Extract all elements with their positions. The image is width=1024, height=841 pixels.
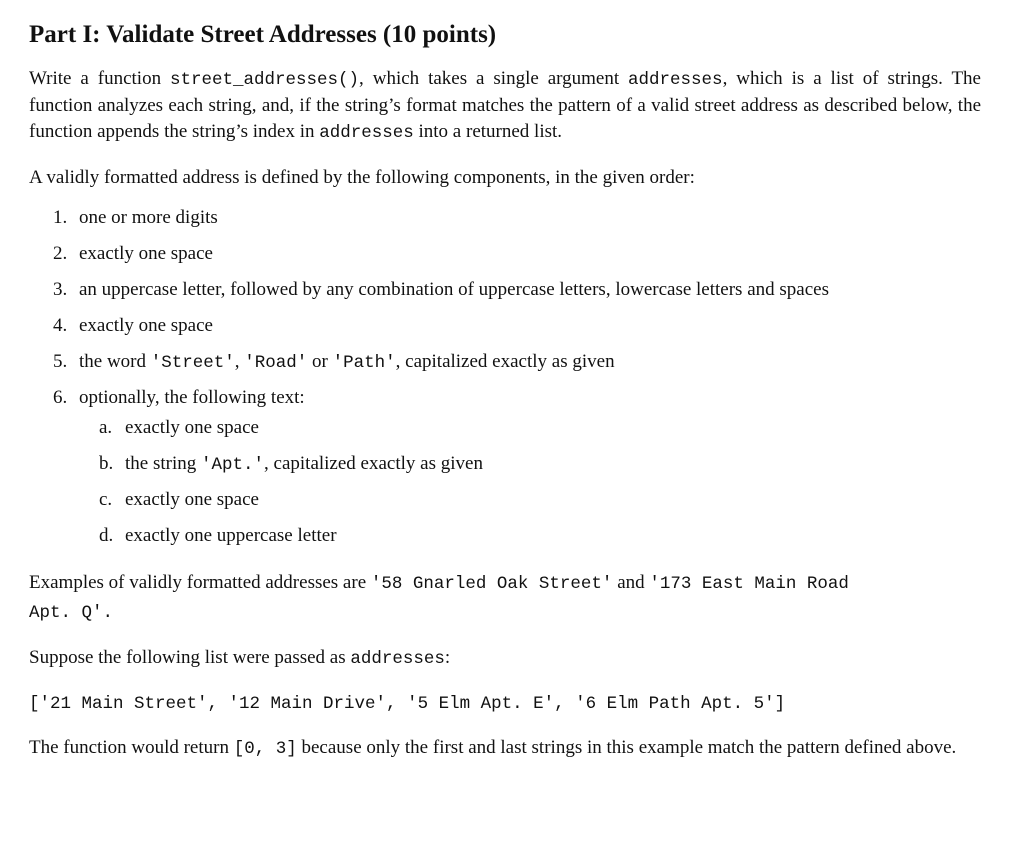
section-title: Part I: Validate Street Addresses (10 points) [29, 21, 497, 48]
list-item-text: , capitalized exactly as given [395, 351, 615, 372]
examples-text-1: Examples of validly formatted addresses are [29, 572, 371, 593]
list-number: 1. [53, 207, 68, 228]
path-keyword-code: 'Path' [332, 353, 396, 373]
list-item [53, 241, 981, 277]
suppose-text-2: : [444, 647, 451, 668]
examples-text-3: . [102, 603, 114, 623]
suppose-text-1: Suppose the following list were passed as [29, 647, 351, 668]
result-paragraph [29, 735, 981, 762]
intro-text-3: , which is a list of strings. The function analyzes each string, and, if the string’s format matches the pattern of a valid street address as described below, the function appends the string’s index in [29, 68, 981, 142]
list-item-text: the word [79, 351, 151, 372]
sublist-letter: c. [99, 489, 113, 510]
list-item-text: exactly one space [79, 315, 213, 336]
sublist-item-text: , capitalized exactly as given [264, 453, 483, 474]
list-number: 5. [53, 351, 68, 372]
sublist-letter: d. [99, 525, 114, 546]
sublist-item-text: exactly one uppercase letter [125, 525, 337, 546]
road-keyword-code: 'Road' [244, 353, 308, 373]
street-keyword-code: 'Street' [150, 353, 235, 373]
list-item-text: one or more digits [79, 207, 218, 228]
argument-name-code-2: addresses [319, 123, 414, 143]
result-text-1: The function would return [29, 737, 234, 758]
addresses-code: addresses [350, 649, 445, 669]
list-item-text: optionally, the following text: [79, 387, 305, 408]
sample-list-code: ['21 Main Street', '12 Main Drive', '5 Elm Apt. E', '6 Elm Path Apt. 5'] [29, 694, 786, 714]
list-item [53, 385, 981, 559]
argument-name-code: addresses [628, 70, 723, 90]
list-item-text: exactly one space [79, 243, 213, 264]
document-page [29, 18, 981, 762]
suppose-paragraph [29, 645, 981, 672]
examples-text-2: and [612, 572, 650, 593]
sublist-item [99, 415, 981, 451]
sublist-item [99, 451, 981, 487]
optional-sublist [79, 415, 981, 559]
component-list [29, 205, 981, 559]
list-item [53, 313, 981, 349]
list-item-text: an uppercase letter, followed by any combination of uppercase letters, lowercase letters and spaces [79, 279, 829, 300]
list-item [53, 277, 981, 313]
sublist-item [99, 487, 981, 523]
apt-keyword-code: 'Apt.' [201, 455, 265, 475]
sublist-letter: b. [99, 453, 114, 474]
list-item [53, 349, 981, 385]
intro-text-4: into a returned list. [413, 121, 563, 142]
list-number: 2. [53, 243, 68, 264]
example-address-1: '58 Gnarled Oak Street' [370, 574, 613, 594]
list-item-text: , [234, 351, 245, 372]
list-number: 3. [53, 279, 68, 300]
sublist-item [99, 523, 981, 559]
intro-text-1: Write a function [29, 68, 171, 89]
definition-paragraph: A validly formatted address is defined by the following components, in the given order: [29, 167, 695, 188]
sublist-item-text: exactly one space [125, 417, 259, 438]
sublist-letter: a. [99, 417, 113, 438]
result-text-2: because only the first and last strings in this example match the pattern defined above. [296, 737, 957, 758]
function-name-code: street_addresses() [170, 70, 360, 90]
example-address-2b: Apt. Q' [29, 603, 103, 623]
list-item-text: or [307, 351, 333, 372]
intro-paragraph [29, 66, 981, 146]
sublist-item-text: the string [125, 453, 201, 474]
example-address-2a: '173 East Main Road [649, 574, 849, 594]
result-value-code: [0, 3] [233, 739, 297, 759]
intro-text-2: , which takes a single argument [359, 68, 629, 89]
examples-paragraph [29, 569, 981, 627]
sublist-item-text: exactly one space [125, 489, 259, 510]
list-number: 6. [53, 387, 68, 408]
list-number: 4. [53, 315, 68, 336]
list-item [53, 205, 981, 241]
